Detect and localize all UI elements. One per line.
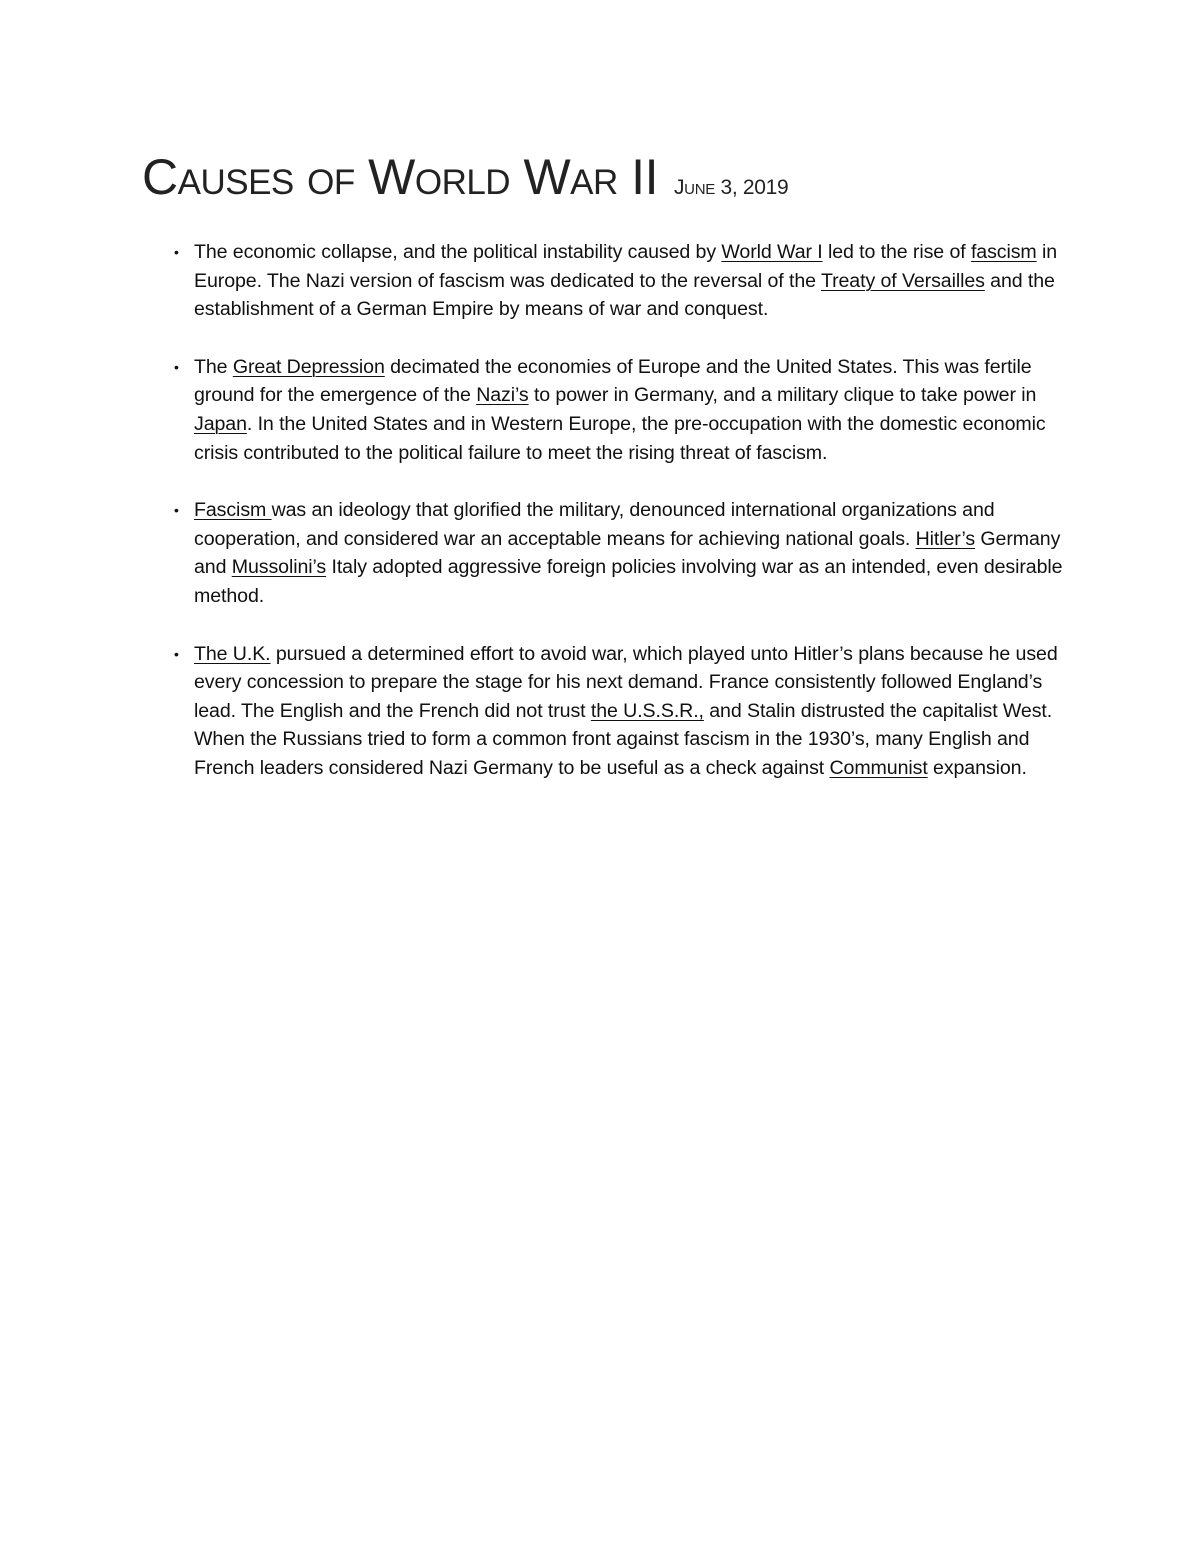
bullet-item: [174, 640, 1074, 783]
bullet-text: . In the United States and in Western Europe, the pre-occupation with the domestic economic crisis contributed to the political failure to meet the rising threat of fascism.: [194, 412, 1046, 464]
date-label: June 3, 2019: [673, 176, 789, 199]
bullet-text: pursued a determined effort to avoid war, which played unto Hitler’s plans because he used every concession to prepare the stage for his next demand. France consistently followed England’s lead. The English and the French did not trust: [194, 642, 1058, 722]
bullet-text: The: [194, 355, 233, 378]
bullet-text: was an ideology that glorified the military, denounced international organizations and cooperation, and considered war an acceptable means for achieving national goals.: [194, 499, 995, 550]
bullet-text: in Europe. The Nazi version of fascism was dedicated to the reversal of the: [194, 241, 1058, 292]
hyperlink[interactable]: Mussolini’s: [231, 556, 327, 579]
bullet-item: [174, 353, 1074, 467]
hyperlink[interactable]: Japan: [194, 412, 247, 435]
bullet-text: to power in Germany, and a military clique to take power in: [528, 384, 1037, 407]
hyperlink[interactable]: the U.S.S.R.,: [590, 699, 704, 722]
hyperlink[interactable]: Fascism: [194, 499, 272, 522]
hyperlink[interactable]: World War I: [721, 241, 823, 263]
hyperlink[interactable]: Nazi’s: [476, 384, 529, 407]
bullet-dot-icon: •: [174, 358, 179, 375]
bullet-text: Germany and: [194, 527, 1061, 579]
bullet-text: led to the rise of: [822, 241, 971, 263]
bullet-text: expansion.: [927, 756, 1027, 779]
bullet-text: Italy adopted aggressive foreign policies involving war as an intended, even desirable method.: [194, 556, 1063, 607]
title-row: [142, 148, 788, 206]
bullet-list: [174, 238, 1074, 812]
bullet-dot-icon: •: [174, 244, 179, 260]
hyperlink[interactable]: Great Depression: [232, 355, 385, 378]
bullet-text: and the establishment of a German Empire by means of war and conquest.: [194, 269, 1055, 321]
page-title: Causes of World War II: [142, 149, 658, 205]
hyperlink[interactable]: Hitler’s: [915, 527, 976, 550]
bullet-dot-icon: •: [174, 645, 179, 662]
hyperlink[interactable]: The U.K.: [194, 642, 271, 665]
bullet-text: The economic collapse, and the political instability caused by: [194, 241, 722, 263]
bullet-text: decimated the economies of Europe and the United States. This was fertile ground for the emergence of the: [194, 355, 1032, 407]
hyperlink[interactable]: Communist: [829, 756, 928, 779]
bullet-dot-icon: •: [174, 502, 179, 519]
bullet-text: and Stalin distrusted the capitalist West. When the Russians tried to form a common front against fascism in the 1930’s, many English and French leaders considered Nazi Germany to be useful as a check against: [194, 699, 1053, 779]
bullet-item: [174, 496, 1074, 610]
bullet-item: [174, 238, 1074, 324]
hyperlink[interactable]: fascism: [970, 241, 1037, 263]
hyperlink[interactable]: Treaty of Versailles: [820, 269, 985, 292]
